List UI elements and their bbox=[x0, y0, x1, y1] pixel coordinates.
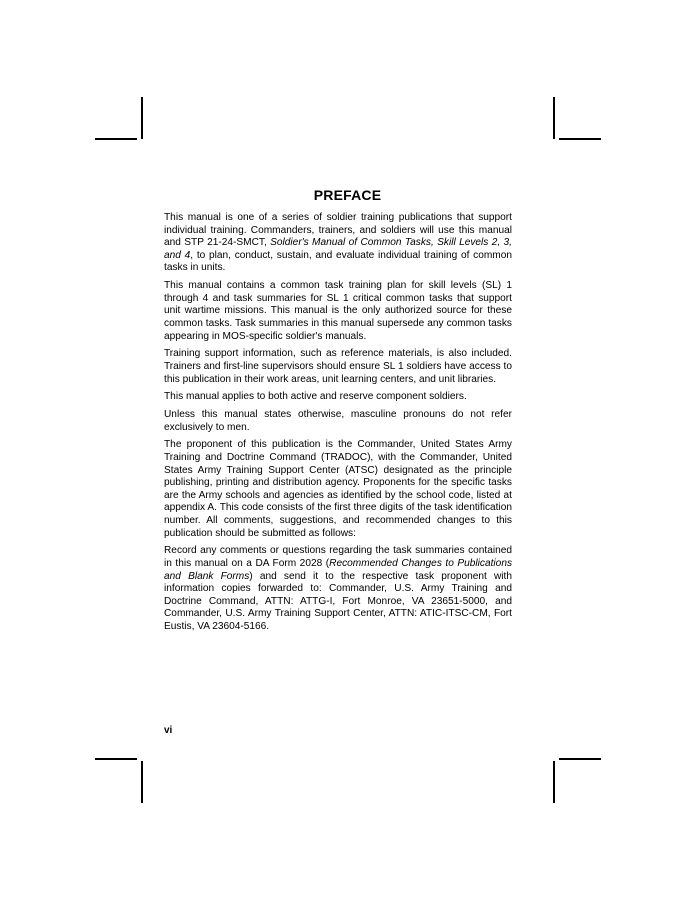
text-run: Unless this manual states otherwise, masculine pronouns do not refer exclusively to men. bbox=[164, 409, 512, 433]
crop-mark-bottom-right-vertical bbox=[553, 761, 555, 803]
paragraph-contents bbox=[164, 280, 512, 343]
paragraph-applicability bbox=[164, 391, 512, 404]
page-number: vi bbox=[164, 725, 173, 736]
page-title: PREFACE bbox=[313, 187, 382, 203]
paragraph-pronouns bbox=[164, 409, 512, 434]
text-run: This manual is one of a series of soldier training publications that support individual training. Commanders, trainers, and soldiers will use this manual and STP 21-24-SMCT, bbox=[164, 212, 512, 249]
text-run: , to plan, conduct, sustain, and evaluate individual training of common tasks in units. bbox=[164, 249, 512, 274]
text-run: ) and send it to the respective task proponent with information copies forwarded to: Commander, U.S. Army Training and Doctrine Command, ATTN: ATTG-I, Fort Monroe, VA 23651-5000, and Commander, U.S. Army Training Support Center, ATTN: ATIC-ITSC-CM, Fort Eustis, VA 23604-5166. bbox=[164, 570, 512, 632]
text-run: Record any comments or questions regarding the task summaries contained in this manual on a DA Form 2028 ( bbox=[164, 545, 512, 569]
crop-mark-bottom-left-horizontal bbox=[95, 758, 137, 760]
publication-title: Soldier's Manual of Common Tasks, Skill Levels 2, 3, and 4 bbox=[164, 237, 512, 261]
text-run: This manual contains a common task training plan for skill levels (SL) 1 through 4 and task summaries for SL 1 critical common tasks that support unit wartime missions. This manual is the only authorized source for these common tasks. Task summaries in this manual supersede any common tasks appearing in MOS-specific soldier's manuals. bbox=[164, 280, 512, 342]
crop-mark-top-left-vertical bbox=[141, 97, 143, 139]
text-run: The proponent of this publication is the Commander, United States Army Training and Doctrine Command (TRADOC), with the Commander, United States Army Training Support Center (ATSC) designated as the principle publishing, printing and distribution agency. Proponents for the specific tasks are the Army schools and agencies as identified by the school code, listed at appendix A. This code consists of the first three digits of the task identification number. All comments, suggestions, and recommended changes to this publication should be submitted as follows: bbox=[164, 439, 512, 539]
crop-mark-top-right-vertical bbox=[553, 97, 555, 139]
text-run: Training support information, such as reference materials, is also included. Trainers and first-line supervisors should ensure SL 1 soldiers have access to this publication in their work areas, unit learning centers, and unit libraries. bbox=[164, 348, 512, 385]
crop-mark-bottom-right-horizontal bbox=[559, 758, 601, 760]
crop-mark-top-left-horizontal bbox=[95, 138, 137, 140]
paragraph-purpose bbox=[164, 212, 512, 275]
crop-mark-bottom-left-vertical bbox=[141, 761, 143, 803]
crop-mark-top-right-horizontal bbox=[559, 138, 601, 140]
paragraph-proponent bbox=[164, 439, 512, 540]
form-title: Recommended Changes to Publications and Blank Forms bbox=[164, 557, 513, 582]
preface-body bbox=[164, 212, 512, 639]
paragraph-comments bbox=[164, 545, 512, 633]
paragraph-training-support bbox=[164, 348, 512, 386]
text-run: This manual applies to both active and reserve component soldiers. bbox=[164, 391, 467, 403]
